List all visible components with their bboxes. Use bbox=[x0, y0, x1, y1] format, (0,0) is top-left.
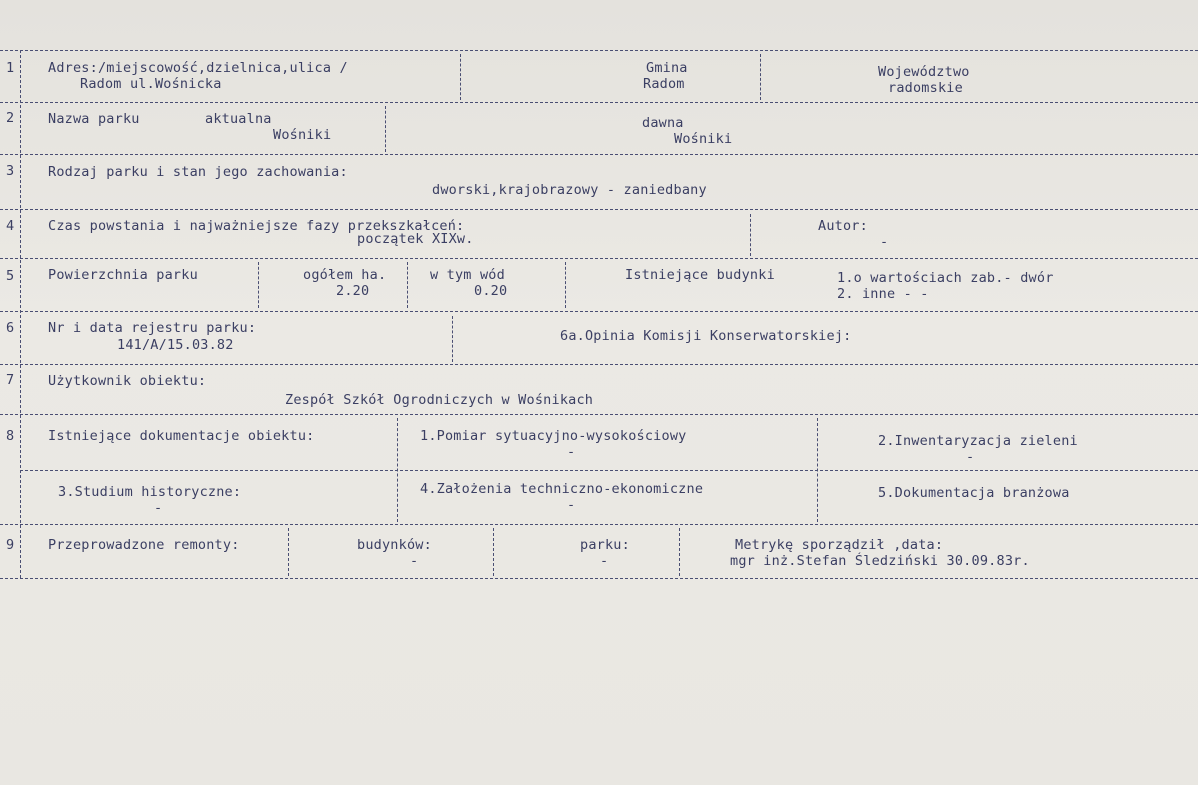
renovations-buildings-label: budynków: bbox=[357, 537, 432, 553]
doc-branch: 5.Dokumentacja branżowa bbox=[878, 485, 1070, 501]
creation-time-label: Czas powstania i najważniejsze fazy przekszkałceń: bbox=[48, 218, 465, 234]
doc-survey: 1.Pomiar sytuacyjno-wysokościowy bbox=[420, 428, 687, 444]
doc-history: 3.Studium historyczne: bbox=[58, 484, 242, 500]
row-divider bbox=[0, 209, 1198, 210]
cell-divider bbox=[679, 528, 680, 576]
row-divider bbox=[0, 364, 1198, 365]
renovations-park-label: parku: bbox=[580, 537, 630, 553]
row-number: 3 bbox=[6, 163, 15, 179]
row-divider bbox=[0, 414, 1198, 415]
row-divider bbox=[0, 578, 1198, 579]
author-label: Autor: bbox=[818, 218, 868, 234]
cell-divider bbox=[452, 316, 453, 362]
row-number: 7 bbox=[6, 372, 15, 388]
doc-greenery: 2.Inwentaryzacja zieleni bbox=[878, 433, 1078, 449]
doc-greenery-value: - bbox=[966, 449, 975, 465]
prepared-by-value: mgr inż.Stefan Śledziński 30.09.83r. bbox=[730, 553, 1030, 569]
wojewodztwo-label: Województwo bbox=[878, 64, 970, 80]
cell-divider bbox=[760, 54, 761, 100]
register-value: 141/A/15.03.82 bbox=[117, 337, 234, 353]
renovations-label: Przeprowadzone remonty: bbox=[48, 537, 240, 553]
cell-divider bbox=[565, 262, 566, 308]
doc-history-value: - bbox=[154, 500, 163, 516]
doc-technical-value: - bbox=[567, 497, 576, 513]
buildings-label: Istniejące budynki bbox=[625, 267, 775, 283]
row-divider bbox=[0, 258, 1198, 259]
cell-divider bbox=[397, 418, 398, 522]
user-value: Zespół Szkół Ogrodniczych w Wośnikach bbox=[285, 392, 594, 408]
row-divider bbox=[0, 311, 1198, 312]
gmina-value: Radom bbox=[643, 76, 685, 92]
row-number: 4 bbox=[6, 218, 15, 234]
cell-divider bbox=[407, 262, 408, 308]
row-divider bbox=[0, 154, 1198, 155]
renovations-park-value: - bbox=[600, 553, 609, 569]
cell-divider bbox=[288, 528, 289, 576]
doc-survey-value: - bbox=[567, 444, 576, 460]
cell-divider bbox=[385, 106, 386, 152]
creation-time-value: początek XIXw. bbox=[357, 231, 474, 247]
prepared-by-label: Metrykę sporządził ,data: bbox=[735, 537, 944, 553]
row-divider bbox=[0, 524, 1198, 525]
address-value: Radom ul.Wośnicka bbox=[80, 76, 222, 92]
buildings-historic: 1.o wartościach zab.- dwór bbox=[837, 270, 1054, 286]
cell-divider bbox=[460, 54, 461, 100]
doc-technical: 4.Założenia techniczno-ekonomiczne bbox=[420, 481, 704, 497]
cell-divider bbox=[750, 214, 751, 256]
commission-opinion-label: 6a.Opinia Komisji Konserwatorskiej: bbox=[560, 328, 852, 344]
buildings-other: 2. inne - - bbox=[837, 286, 929, 302]
author-value: - bbox=[880, 234, 889, 250]
user-label: Użytkownik obiektu: bbox=[48, 373, 207, 389]
former-name-value: Wośniki bbox=[674, 131, 733, 147]
register-label: Nr i data rejestru parku: bbox=[48, 320, 257, 336]
renovations-buildings-value: - bbox=[410, 553, 419, 569]
cell-divider bbox=[258, 262, 259, 308]
row-number: 5 bbox=[6, 268, 15, 284]
water-area-label: w tym wód bbox=[430, 267, 505, 283]
water-area-value: 0.20 bbox=[474, 283, 508, 299]
current-name-value: Wośniki bbox=[273, 127, 332, 143]
park-name-label: Nazwa parku bbox=[48, 111, 140, 127]
cell-divider bbox=[817, 418, 818, 522]
row-divider bbox=[0, 102, 1198, 103]
park-type-label: Rodzaj parku i stan jego zachowania: bbox=[48, 164, 348, 180]
row-number: 6 bbox=[6, 320, 15, 336]
documentation-label: Istniejące dokumentacje obiektu: bbox=[48, 428, 315, 444]
row-divider bbox=[20, 470, 1198, 471]
row-number: 9 bbox=[6, 537, 15, 553]
address-label: Adres:/miejscowość,dzielnica,ulica / bbox=[48, 60, 348, 76]
cell-divider bbox=[493, 528, 494, 576]
park-area-label: Powierzchnia parku bbox=[48, 267, 198, 283]
row-divider bbox=[0, 50, 1198, 51]
row-number: 1 bbox=[6, 60, 15, 76]
former-name-label: dawna bbox=[642, 115, 684, 131]
park-type-value: dworski,krajobrazowy - zaniedbany bbox=[432, 182, 707, 198]
row-number: 2 bbox=[6, 110, 15, 126]
row-number: 8 bbox=[6, 428, 15, 444]
total-area-label: ogółem ha. bbox=[303, 267, 387, 283]
gmina-label: Gmina bbox=[646, 60, 688, 76]
number-column-divider bbox=[20, 50, 21, 578]
total-area-value: 2.20 bbox=[336, 283, 370, 299]
current-name-label: aktualna bbox=[205, 111, 272, 127]
wojewodztwo-value: radomskie bbox=[888, 80, 963, 96]
